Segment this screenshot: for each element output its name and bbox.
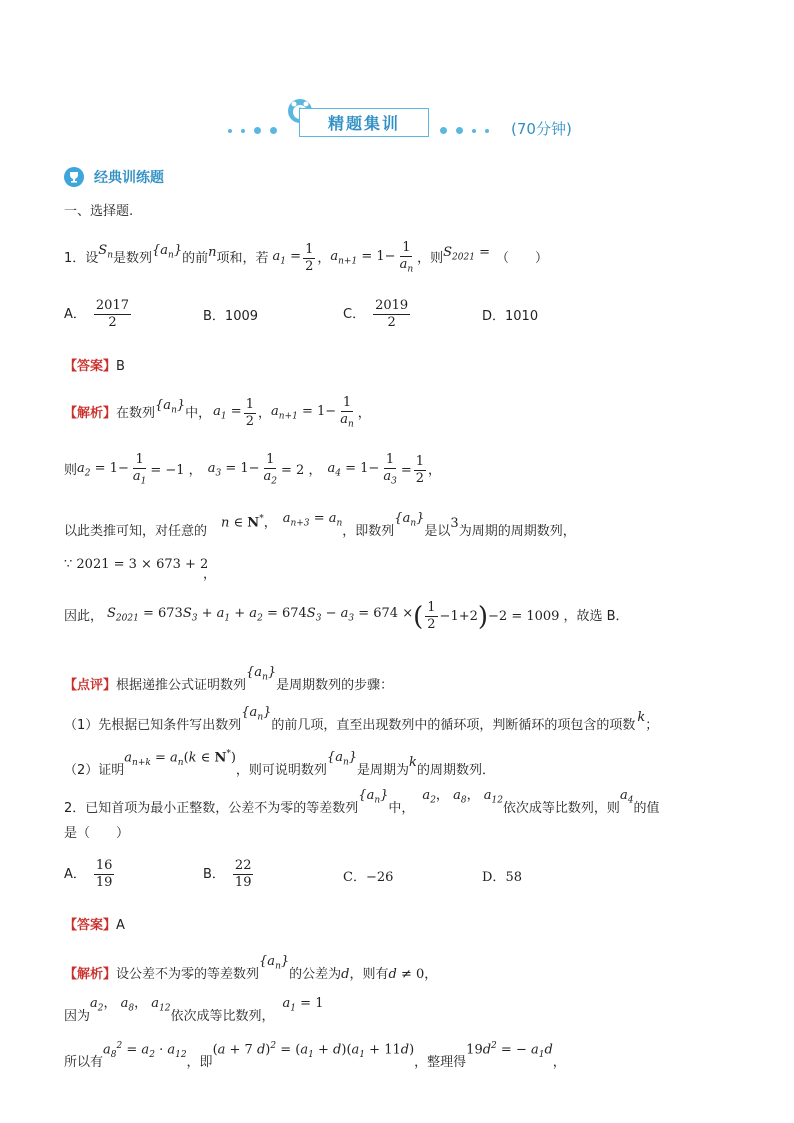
q1-n: n — [208, 244, 217, 260]
part-heading: 一、选择题. — [64, 204, 134, 219]
banner-time: (70分钟) — [511, 120, 572, 138]
q2-analysis-line2: 因为 $a_2$， $a_8$， $a_{12}$ 依次成等比数列， $a_1 = 1$ — [64, 996, 324, 1024]
q2-option-a[interactable]: A． $\frac{16}{19}$ — [64, 858, 113, 890]
banner-title: 精题集训 — [327, 114, 400, 133]
q2-option-c[interactable]: C．−26 — [343, 870, 394, 885]
q1-analysis-line4: ∵ 2021 = 3 × 673 + 2 — [64, 557, 209, 572]
q1-option-b[interactable]: B．1009 — [203, 309, 259, 324]
q1-analysis-line1: 【解析】 在数列 $\{a_n\}$ 中， $a_1$ = $\frac{1}{2}$ ， $a_{n+1} = 1-$ $\frac{1}{a_n}$ ， — [64, 395, 371, 430]
q1-sn: S — [98, 242, 108, 258]
q1-option-a[interactable]: A． $\frac{2017}{2}$ — [64, 298, 129, 330]
q1-options — [64, 298, 584, 338]
q1-comment: 【点评】 根据递推公式证明数列 $\{a_n\}$ 是周期数列的步骤： — [64, 665, 394, 693]
section-title: 经典训练题 — [94, 170, 164, 186]
q2-analysis-line1: 【解析】 设公差不为零的等差数列 $\{a_n\}$ 的公差为 d ，则有 d ≠ 0， — [64, 954, 438, 982]
q1-step1: （1）先根据已知条件写出数列 $\{a_n\}$ 的前几项，直至出现数列中的循环项，判断循环的项包含的项数 k ； — [64, 705, 659, 733]
question-2: 2． 已知首项为最小正整数，公差不为零的等差数列 $\{a_n\}$ 中， $a_2$， $a_8$， $a_{12}$ 依次成等比数列，则 $a_4$ 的值 — [64, 788, 660, 816]
banner — [224, 98, 604, 146]
q1-text: 是数列 — [113, 250, 153, 266]
q1-text: ，则 — [417, 250, 444, 266]
banner-dots-right — [440, 127, 498, 134]
q1-answer: 【答案】B — [64, 359, 125, 374]
q1-analysis-line5: 因此， $S_{2021} = 673S_3 + a_1 + a_2 = 674S_3 - a_3 = 674$ × ( $\frac{1}{2}$ −1+2 ) −2 = 1009 ，故选 B． — [64, 600, 629, 632]
q1-text: 的前 — [182, 250, 209, 266]
q2-options — [64, 858, 584, 898]
question-1: 1． 设 $S_n$ 是数列 $\{a_n\}$ 的前 n 项和，若 $a_1$ = $\frac{1}{2}$ ， $a_{n+1} = 1-$ $\frac{1}{a_n}$ ，则 $S_{2021}$ = （ ） — [64, 240, 549, 275]
banner-title-box — [299, 108, 429, 137]
q1-analysis-line3: 以此类推可知，对任意的 n ∈ N*， $a_{n+3} = a_n$ ，即数列 $\{a_n\}$ 是以 3 为周期的周期数列， — [64, 511, 576, 539]
q1-step2: （2）证明 $a_{n+k} = a_n(k$ ∈ N*) ，则可说明数列 $\{a_n\}$ 是周期为 k 的周期数列． — [64, 749, 495, 778]
section-header — [64, 167, 164, 187]
q2-option-d[interactable]: D．58 — [482, 870, 522, 885]
banner-dots-left — [228, 127, 286, 134]
q1-option-d[interactable]: D．1010 — [482, 309, 539, 324]
q1-analysis-line2: 则 $a_2 = 1-$ $\frac{1}{a_1}$ = −1 ， $a_3 = 1-$ $\frac{1}{a_2}$ = 2 ， $a_4 = 1-$ $\frac{1}{a_3}$ = $\frac{1}{2}$ ， — [64, 452, 442, 487]
q1-text: 项和，若 — [216, 250, 269, 266]
question-2-cont: 是（ ） — [64, 826, 130, 841]
q1-paren: （ ） — [496, 250, 549, 266]
q2-answer: 【答案】A — [64, 918, 125, 933]
q2-analysis-line3: 所以有 $a_8^2 = a_2 \cdot a_{12}$ ，即 (a + 7 $d)^2 = (a_1 + d)(a_1 + 11d)$ ，整理得 $19d^2$ = − $a_1d$ ， — [64, 1041, 566, 1070]
q1-number: 1． — [64, 250, 86, 266]
q2-option-b[interactable]: B． $\frac{22}{19}$ — [203, 858, 252, 890]
q1-option-c[interactable]: C． $\frac{2019}{2}$ — [343, 298, 409, 330]
q1-text: 设 — [85, 250, 99, 266]
trophy-icon — [64, 167, 84, 187]
